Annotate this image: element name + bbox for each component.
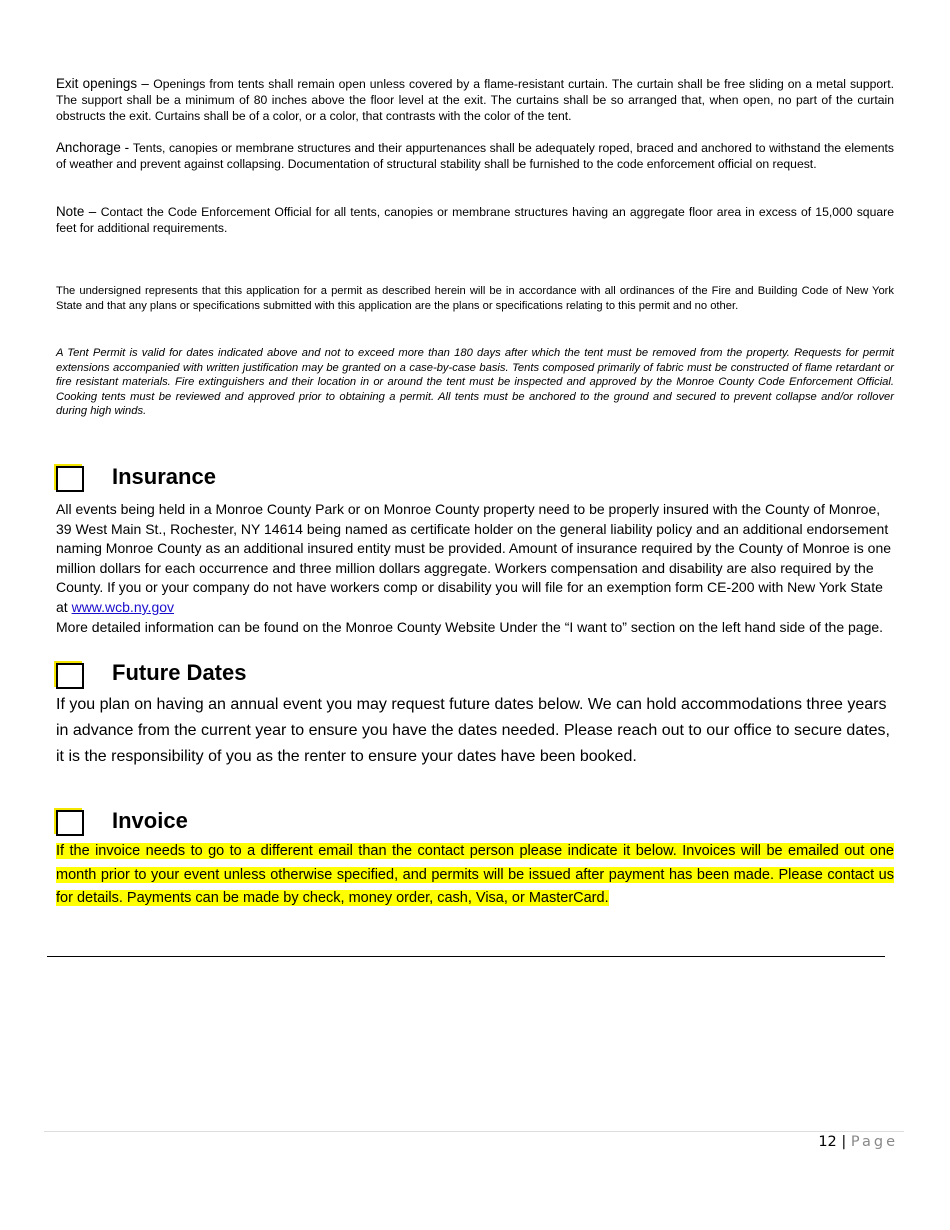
insurance-more-text: More detailed information can be found on the Monroe County Website Under the “I want to” section on the left hand side of the page. xyxy=(56,618,884,635)
note-text: Contact the Code Enforcement Official for all tents, canopies or membrane structures having an aggregate floor area in excess of 15,000 square feet for additional requirements. xyxy=(56,205,894,235)
wcb-link[interactable]: www.wcb.ny.gov xyxy=(71,598,175,615)
page-number: 12 xyxy=(818,1134,837,1150)
exit-openings-paragraph xyxy=(56,76,894,124)
anchorage-paragraph xyxy=(56,140,894,172)
exit-openings-lead: Exit openings – xyxy=(56,76,154,91)
page-separator: | xyxy=(841,1134,847,1150)
future-dates-paragraph: If you plan on having an annual event you may request future dates below. We can hold accommodations three years in advance from the current year to ensure you have the dates needed. Please reach out to our office to secure dates, it is the responsibility of you as the renter to ensure your dates have been booked. xyxy=(56,696,890,765)
undersigned-paragraph: The undersigned represents that this application for a permit as described herein will be in accordance with all ordinances of the Fire and Building Code of New York State and that any plans or specifications submitted with this application are the plans or specifications relating to this permit and no other. xyxy=(56,285,894,312)
footer-divider xyxy=(44,1131,904,1132)
page-footer xyxy=(818,1134,898,1150)
note-lead: Note – xyxy=(56,204,101,219)
invoice-paragraph xyxy=(56,840,894,911)
invoice-heading: Invoice xyxy=(112,808,188,833)
insurance-paragraph xyxy=(56,500,894,637)
anchorage-lead: Anchorage - xyxy=(56,140,133,155)
anchorage-text: Tents, canopies or membrane structures and their appurtenances shall be adequately roped, braced and anchored to withstand the elements of weather and prevent against collapsing. Documentation of structural stability shall be furnished to the code enforcement official on request. xyxy=(56,141,894,171)
tent-permit-paragraph: A Tent Permit is valid for dates indicated above and not to exceed more than 180 days after which the tent must be removed from the property. Requests for permit extensions accompanied with written justification may be granted on a case-by-case basis. Tents composed primarily of fabric must be constructed of flame retardant or fire resistant materials. Fire extinguishers and their location in or around the tent must be inspected and approved by the Monroe County Code Enforcement Official. Cooking tents must be reviewed and approved prior to obtaining a permit. All tents must be anchored to the ground and secured to prevent collapse and/or rollover during high winds. xyxy=(56,347,894,417)
exit-openings-text: Openings from tents shall remain open unless covered by a flame-resistant curtain. The curtain shall be free sliding on a metal support. The support shall be a minimum of 80 inches above the floor level at the exit. The curtains shall be so arranged that, when open, no part of the curtain obstructs the exit. Curtains shall be of a color, or a color, that contrasts with the color of the tent. xyxy=(56,77,894,123)
invoice-checkbox[interactable] xyxy=(56,810,84,836)
insurance-text: All events being held in a Monroe County Park or on Monroe County property need to be properly insured with the County of Monroe, 39 West Main St., Rochester, NY 14614 being named as certificate holder on the general liability policy and an additional endorsement naming Monroe County as an additional insured entity must be provided. Amount of insurance required by the County of Monroe is one million dollars for each occurrence and three million dollars aggregate. Workers compensation and disability are also required by the County. If you or your company do not have workers comp or disability you will file for an exemption form CE-200 with New York State at xyxy=(56,501,892,615)
insurance-heading: Insurance xyxy=(112,464,216,489)
note-paragraph xyxy=(56,204,894,236)
page-label: Page xyxy=(850,1134,898,1150)
invoice-text: If the invoice needs to go to a different email than the contact person please indicate it below. Invoices will be emailed out one month prior to your event unless otherwise specified, and permits will be issued after payment has been made. Please contact us for details. Payments can be made by check, money order, cash, Visa, or MasterCard. xyxy=(56,843,894,906)
signature-line xyxy=(47,956,885,957)
future-dates-checkbox[interactable] xyxy=(56,663,84,689)
future-dates-heading: Future Dates xyxy=(112,660,247,685)
insurance-checkbox[interactable] xyxy=(56,466,84,492)
